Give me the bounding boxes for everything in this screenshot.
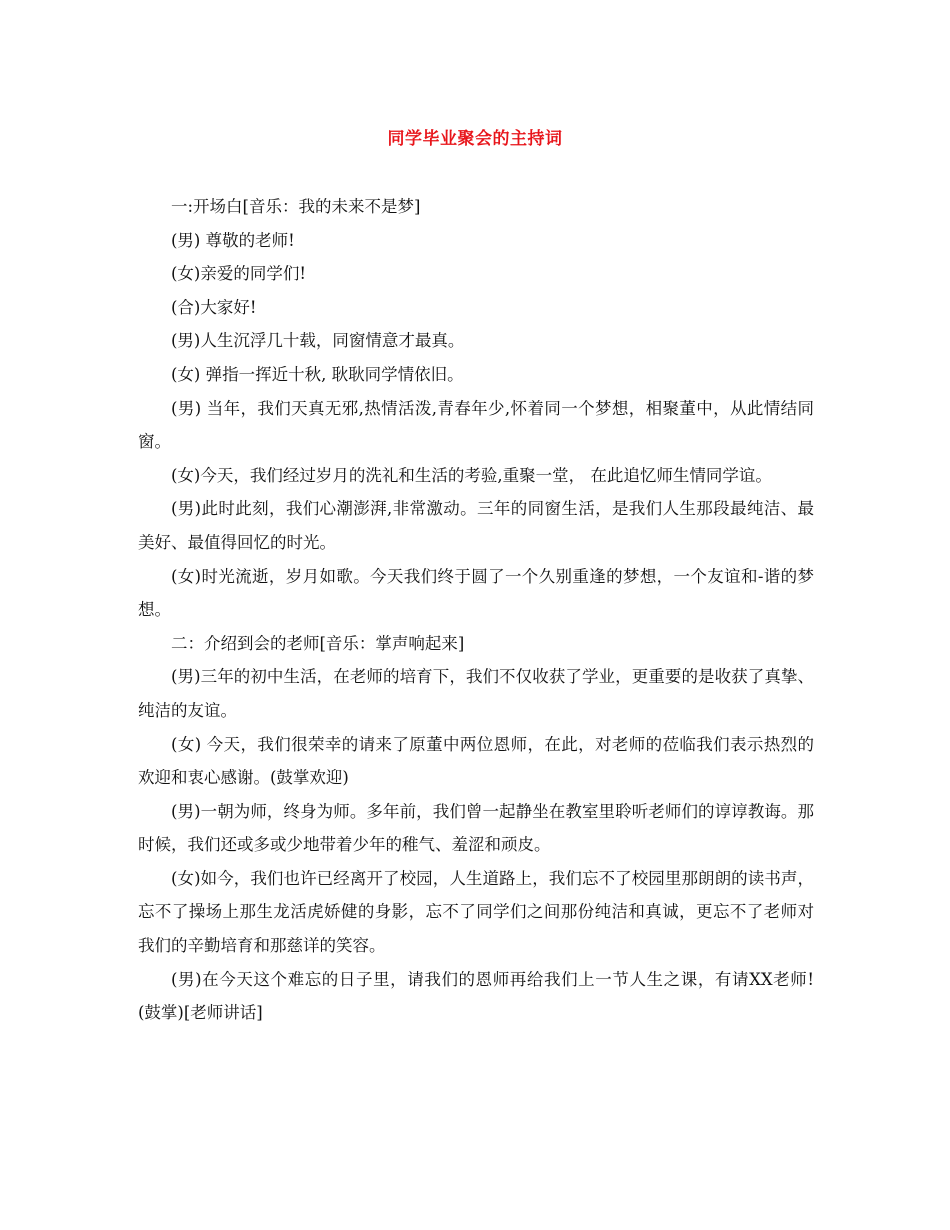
paragraph: 二：介绍到会的老师[音乐：掌声响起来] xyxy=(171,633,465,653)
paragraph: (男)此时此刻，我们心潮澎湃,非常激动。三年的同窗生活，是我们人生那段最纯洁、最美好、最值得回忆的时光。 xyxy=(138,499,814,552)
paragraph: (女) 今天，我们很荣幸的请来了原董中两位恩师，在此，对老师的莅临我们表示热烈的欢迎和衷心感谢。(鼓掌欢迎) xyxy=(138,734,814,788)
paragraph: (女)今天，我们经过岁月的洗礼和生活的考验,重聚一堂， 在此追忆师生情同学谊。 xyxy=(171,465,772,485)
paragraph: 一:开场白[音乐：我的未来不是梦] xyxy=(171,197,421,216)
paragraph: (女)时光流逝，岁月如歌。今天我们终于圆了一个久别重逢的梦想，一个友谊和-谐的梦想。 xyxy=(138,566,814,620)
paragraph: (男) 当年，我们天真无邪,热情活泼,青春年少,怀着同一个梦想，相聚董中，从此情结同窗。 xyxy=(138,398,814,452)
document-body xyxy=(138,190,814,1030)
paragraph: (男)在今天这个难忘的日子里，请我们的恩师再给我们上一节人生之课，有请XX老师!(鼓掌)[老师讲话] xyxy=(138,969,814,1023)
paragraph: (女) 弹指一挥近十秋, 耿耿同学情依旧。 xyxy=(171,364,464,384)
paragraph: (男)人生沉浮几十载，同窗情意才最真。 xyxy=(171,331,465,351)
paragraph: (合)大家好! xyxy=(171,297,257,317)
paragraph: (男)一朝为师，终身为师。多年前，我们曾一起静坐在教室里聆听老师们的谆谆教诲。那时候，我们还或多或少地带着少年的稚气、羞涩和顽皮。 xyxy=(138,801,814,855)
paragraph: (女)如今，我们也许已经离开了校园，人生道路上，我们忘不了校园里那朗朗的读书声，忘不了操场上那生龙活虎娇健的身影，忘不了同学们之间那份纯洁和真诚，更忘不了老师对我们的辛勤培育和那慈详的笑容。 xyxy=(138,868,814,956)
paragraph: (男) 尊敬的老师! xyxy=(171,230,295,250)
paragraph: (男)三年的初中生活，在老师的培育下，我们不仅收获了学业，更重要的是收获了真挚、纯洁的友谊。 xyxy=(138,667,814,720)
paragraph: (女)亲爱的同学们! xyxy=(171,264,307,284)
document-title: 同学毕业聚会的主持词 xyxy=(387,129,563,149)
